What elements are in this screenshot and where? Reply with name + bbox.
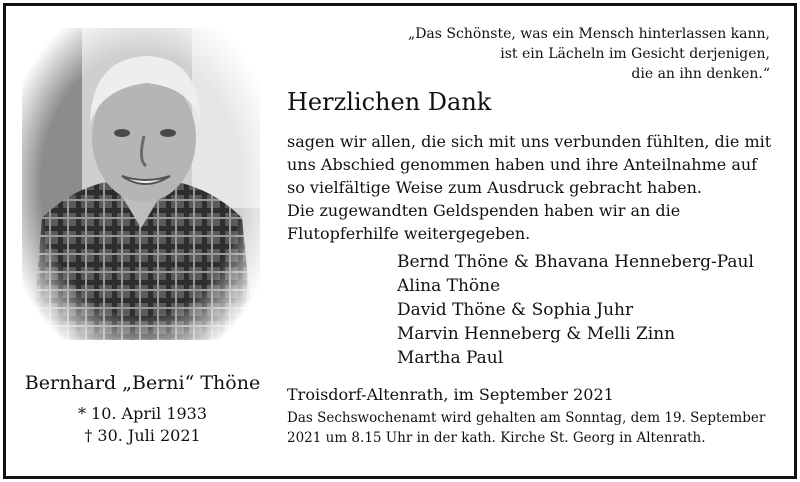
portrait-photo (22, 28, 260, 340)
signer: Marvin Henneberg & Melli Zinn (397, 324, 676, 344)
service-note-line: 2021 um 8.15 Uhr in der kath. Kirche St. Georg in Altenrath. (287, 430, 706, 446)
quote (390, 24, 770, 84)
thanks-text (287, 130, 772, 245)
thanks-line: Die zugewandten Geldspenden haben wir an die (287, 201, 681, 220)
thanks-line: Flutopferhilfe weitergegeben. (287, 224, 531, 243)
signer: David Thöne & Sophia Juhr (397, 300, 634, 320)
thanks-line: sagen wir allen, die sich mit uns verbunden fühlten, die mit (287, 132, 772, 151)
death-date: † 30. Juli 2021 (84, 426, 201, 445)
quote-line: ist ein Lächeln im Gesicht derjenigen, (500, 46, 770, 62)
portrait-illustration (22, 28, 260, 340)
signer: Bernd Thöne & Bhavana Henneberg-Paul (397, 252, 754, 272)
service-note (287, 408, 765, 448)
service-note-line: Das Sechswochenamt wird gehalten am Sonntag, dem 19. September (287, 410, 766, 426)
thanks-line: so vielfältige Weise zum Ausdruck gebracht haben. (287, 178, 702, 197)
thanks-line: uns Abschied genommen haben und ihre Anteilnahme auf (287, 155, 758, 174)
heading: Herzlichen Dank (287, 88, 492, 116)
quote-line: „Das Schönste, was ein Mensch hinterlassen kann, (407, 26, 770, 42)
quote-line: die an ihn denken.“ (631, 66, 770, 82)
deceased-name: Bernhard „Berni“ Thöne (24, 372, 261, 394)
signer: Alina Thöne (397, 276, 501, 296)
signer: Martha Paul (397, 348, 504, 368)
signers-list (397, 250, 754, 370)
place-date: Troisdorf-Altenrath, im September 2021 (287, 385, 614, 404)
birth-date: * 10. April 1933 (77, 404, 208, 423)
